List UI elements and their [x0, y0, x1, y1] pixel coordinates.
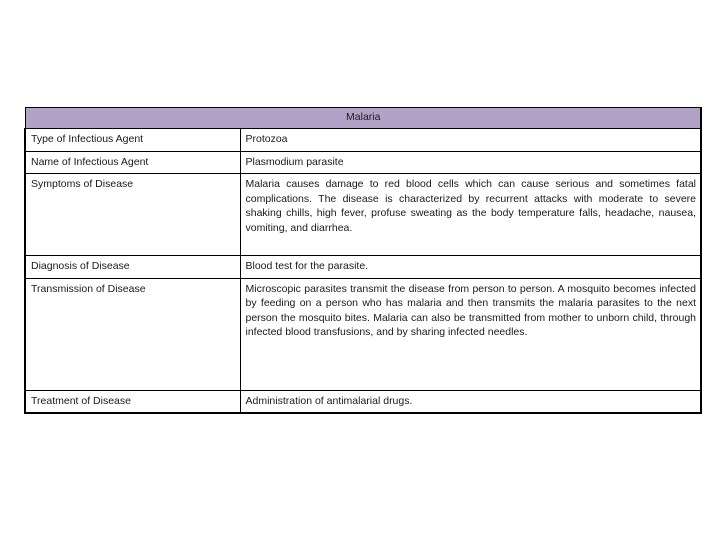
row-value: [240, 256, 701, 279]
row-label: Diagnosis of Disease: [25, 256, 240, 279]
table-row: [25, 129, 701, 152]
row-value: [240, 174, 701, 256]
row-value: [240, 390, 701, 413]
row-value-text: Protozoa: [245, 133, 288, 145]
row-value-text: Plasmodium parasite: [245, 155, 344, 168]
row-value-text: Blood test for the parasite.: [245, 260, 369, 272]
row-label: Treatment of Disease: [25, 390, 240, 413]
row-label: Symptoms of Disease: [25, 174, 240, 256]
row-value-text: Administration of antimalarial drugs.: [245, 394, 413, 407]
row-value: [240, 129, 701, 152]
table-row: [25, 151, 701, 174]
row-label: Type of Infectious Agent: [25, 129, 240, 152]
table-title: Malaria: [25, 108, 701, 129]
malaria-table: [24, 107, 702, 414]
table-row: [25, 256, 701, 279]
row-value: [240, 278, 701, 390]
row-value: [240, 151, 701, 174]
row-label: Name of Infectious Agent: [25, 151, 240, 174]
row-value-text: Malaria causes damage to red blood cells which can cause serious and sometimes fatal complications. The disease is characterized by recurrent attacks with moderate to severe shaking chills, high fever, profuse sweating as the body temperature falls, headache, nausea, vomiting, and diarrhea.: [245, 178, 696, 234]
table-row: [25, 174, 701, 256]
row-label: Transmission of Disease: [25, 278, 240, 390]
table-row: [25, 278, 701, 390]
table-row: [25, 390, 701, 413]
table-header-row: [25, 108, 701, 129]
row-value-text: Microscopic parasites transmit the disease from person to person. A mosquito becomes infected by feeding on a person who has malaria and then transmits the malaria parasites to the next person the mosquito bites. Malaria can also be transmitted from mother to unborn child, through infected blood transfusions, and by sharing infected needles.: [245, 282, 696, 338]
